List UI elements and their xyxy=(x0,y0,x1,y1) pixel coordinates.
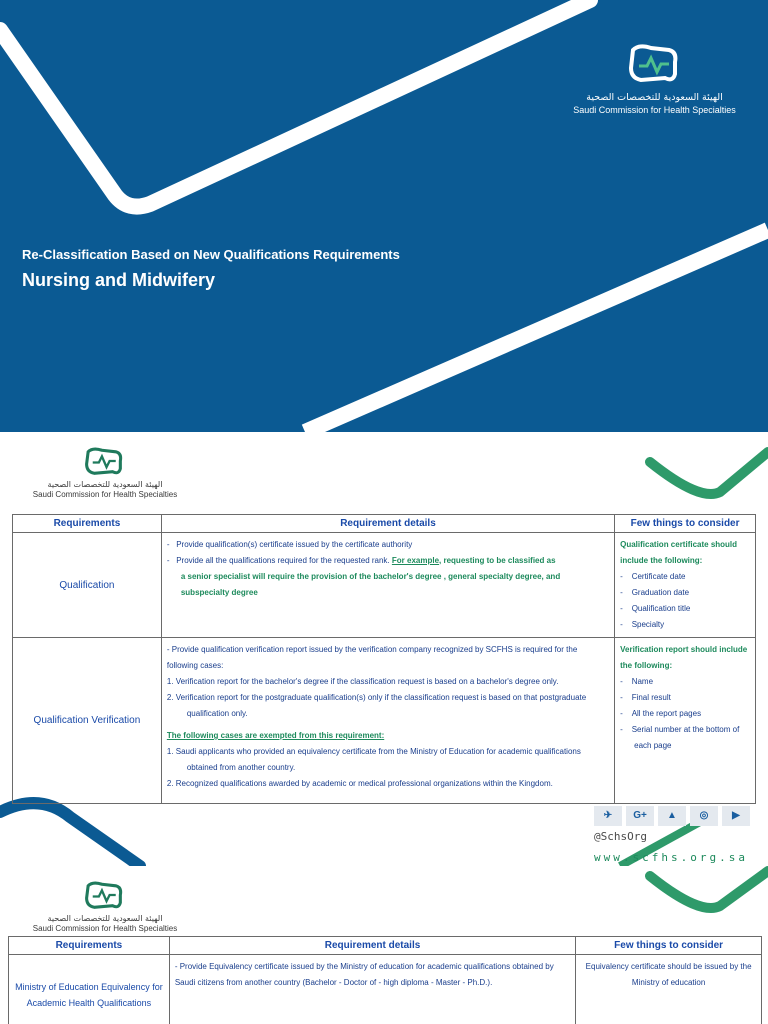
detail-intro: - Provide qualification verification report issued by the verification company recognized by SCFHS is required for the following cases: xyxy=(166,645,578,670)
logo-arabic-text: الهيئة السعودية للتخصصات الصحية xyxy=(586,92,723,103)
consider-item: Serial number at the bottom of each page xyxy=(631,725,740,750)
table-row xyxy=(13,533,756,638)
scfhs-logo-mark-icon xyxy=(625,40,685,88)
social-handle[interactable]: @SchsOrg xyxy=(594,830,647,843)
requirement-name: Qualification Verification xyxy=(13,638,162,804)
consider-cell: Qualification certificate should include the following: - Certificate date - Graduation date - Qualification title - Specialty xyxy=(615,533,756,638)
consider-item: Final result xyxy=(631,693,671,702)
consider-item: Specialty xyxy=(631,620,665,629)
requirements-table-2 xyxy=(8,936,762,1024)
table-header-row xyxy=(9,937,762,955)
logo-english-text: Saudi Commission for Health Specialties xyxy=(32,924,178,933)
detail-item-emphasis: a senior specialist will require the provision of the bachelor's degree , general specialty degree, and subspecialty degree xyxy=(180,572,561,597)
requirement-name: Qualification xyxy=(13,533,162,638)
for-example-link: For example xyxy=(391,556,440,565)
cover-title: Nursing and Midwifery xyxy=(22,270,216,290)
logo-arabic-text: الهيئة السعودية للتخصصات الصحية xyxy=(47,914,163,923)
consider-item: Name xyxy=(631,677,654,686)
header-few-things: Few things to consider xyxy=(576,937,762,955)
detail-case: 1. Verification report for the bachelor's degree if the classification request is based on a bachelor's degree only. xyxy=(166,677,559,686)
detail-item-emphasis: , requesting to be classified as xyxy=(439,556,556,565)
page2-logo xyxy=(20,878,190,934)
logo-english-text: Saudi Commission for Health Specialties xyxy=(573,105,736,115)
consider-item: Certificate date xyxy=(631,572,686,581)
scfhs-logo-mark-icon xyxy=(82,444,128,478)
detail-case: 2. Verification report for the postgraduate qualification(s) only if the classification request is based on that postgraduate qualification only. xyxy=(166,693,587,718)
twitter-icon[interactable]: ✈ xyxy=(594,806,622,826)
cover-page xyxy=(0,0,768,432)
requirement-details: - Provide Equivalency certificate issued by the Ministry of education for academic qualifications obtained by Saudi citizens from another country (Bachelor - Doctor of - high diploma - Master - Ph.D.). xyxy=(169,955,575,1024)
consider-cell: Verification report should include the following: - Name - Final result - All the report pages - Serial number at the bottom of each page xyxy=(615,638,756,804)
requirement-details xyxy=(161,638,614,804)
consider-item: Qualification title xyxy=(631,604,691,613)
consider-item: All the report pages xyxy=(631,709,702,718)
table-row xyxy=(13,638,756,804)
google-plus-icon[interactable]: G+ xyxy=(626,806,654,826)
youtube-icon[interactable]: ▶ xyxy=(722,806,750,826)
detail-item: Provide all the qualifications required for the requested rank. xyxy=(176,556,390,565)
consider-heading: Verification report should include the following: xyxy=(620,645,748,670)
header-requirement-details: Requirement details xyxy=(161,515,614,533)
logo-english-text: Saudi Commission for Health Specialties xyxy=(32,490,178,499)
website-url[interactable]: www.scfhs.org.sa xyxy=(594,851,748,864)
snapchat-icon[interactable]: ▲ xyxy=(658,806,686,826)
detail-item: Provide qualification(s) certificate issued by the certificate authority xyxy=(176,540,413,549)
requirements-table-1 xyxy=(12,514,756,804)
requirement-details: - Provide qualification(s) certificate issued by the certificate authority - Provide all the qualifications required for the requested rank. For example, requesting to be classified as a senior specialist will require the provision of the bachelor's degree , general specialty degree, and subspecialty degree xyxy=(161,533,614,638)
cover-subtitle: Re-Classification Based on New Qualifications Requirements xyxy=(22,247,400,262)
instagram-icon[interactable]: ◎ xyxy=(690,806,718,826)
header-requirements: Requirements xyxy=(13,515,162,533)
social-bar xyxy=(594,806,756,864)
exempt-case: 1. Saudi applicants who provided an equivalency certificate from the Ministry of Education for academic qualifications obtained from another country. xyxy=(166,747,581,772)
requirement-name: Ministry of Education Equivalency for Academic Health Qualifications xyxy=(9,955,170,1024)
header-requirements: Requirements xyxy=(9,937,170,955)
exempt-case: 2. Recognized qualifications awarded by academic or medical professional organizations within the Kingdom. xyxy=(166,779,553,788)
consider-cell: Equivalency certificate should be issued by the Ministry of education xyxy=(576,955,762,1024)
table-row xyxy=(9,955,762,1024)
consider-heading: Qualification certificate should include the following: xyxy=(620,540,738,565)
table-header-row xyxy=(13,515,756,533)
page1-logo xyxy=(20,444,190,500)
scfhs-logo-mark-icon xyxy=(82,878,128,912)
consider-item: Graduation date xyxy=(631,588,690,597)
scfhs-logo xyxy=(572,40,737,116)
exempt-heading: The following cases are exempted from this requirement: xyxy=(166,731,385,740)
header-requirement-details: Requirement details xyxy=(169,937,575,955)
logo-arabic-text: الهيئة السعودية للتخصصات الصحية xyxy=(47,480,163,489)
social-icons xyxy=(594,806,756,826)
header-few-things: Few things to consider xyxy=(615,515,756,533)
